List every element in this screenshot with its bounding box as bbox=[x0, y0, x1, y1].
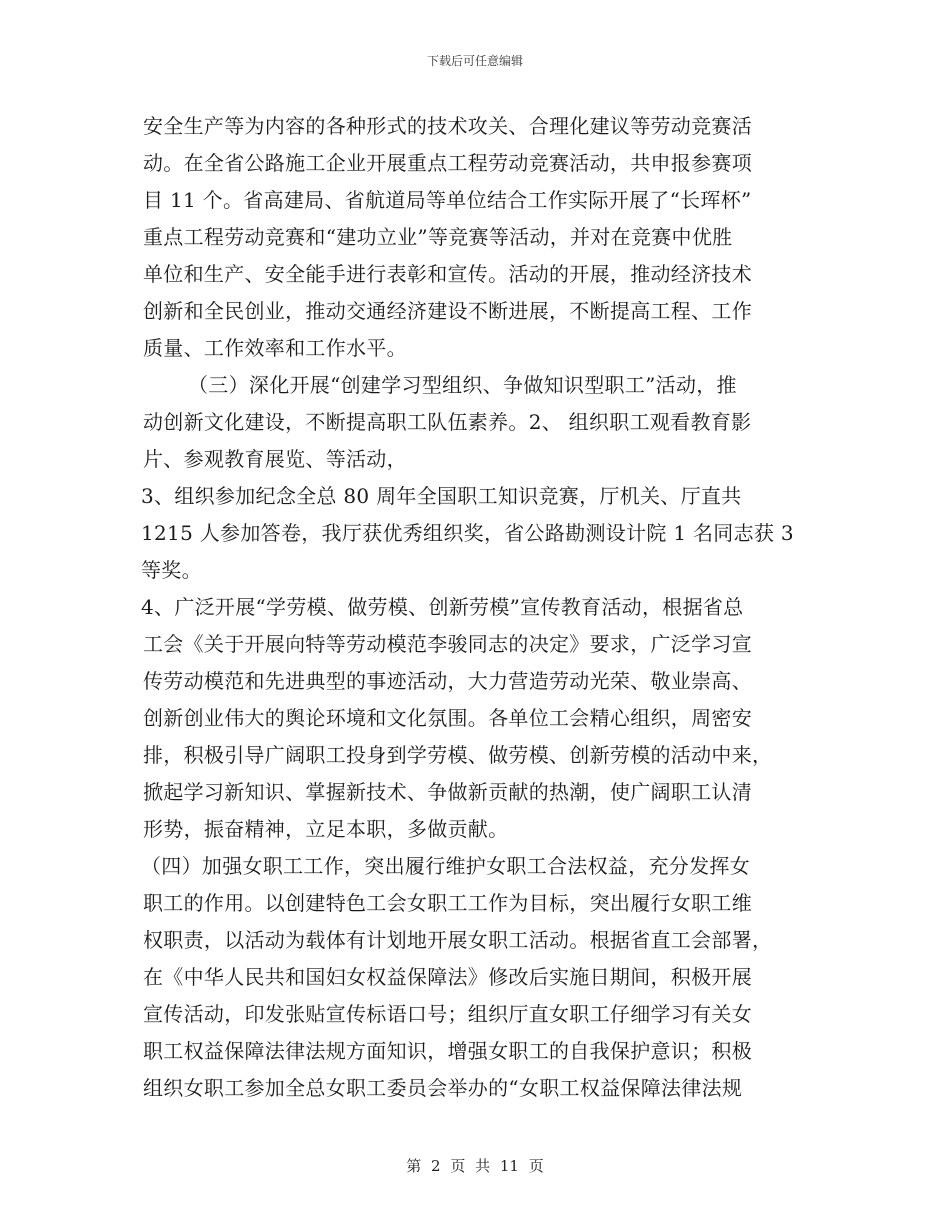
body-line: 安全生产等为内容的各种形式的技术攻关、合理化建议等劳动竞赛活 bbox=[143, 114, 752, 138]
body-line: 单位和生产、安全能手进行表彰和宣传。活动的开展，推动经济技术 bbox=[143, 262, 752, 286]
body-line: 目 11 个。省高建局、省航道局等单位结合工作实际开展了“长珲杯” bbox=[143, 188, 752, 212]
body-line: 1215 人参加答卷，我厅获优秀组织奖，省公路勘测设计院 1 名同志获 3 bbox=[141, 521, 794, 545]
body-line: 动创新文化建设，不断提高职工队伍素养。2、 组织职工观看教育影 bbox=[143, 410, 752, 434]
page-footer: 第 2 页 共 11 页 bbox=[406, 1157, 544, 1175]
body-line: 重点工程劳动竞赛和“建功立业”等竞赛等活动，并对在竞赛中优胜 bbox=[143, 225, 733, 249]
body-line: 等奖。 bbox=[141, 558, 202, 582]
document-body bbox=[143, 108, 813, 1107]
body-line: 掀起学习新知识、掌握新技术、争做新贡献的热潮，使广阔职工认清 bbox=[143, 780, 752, 804]
body-line: 权职责，以活动为载体有计划地开展女职工活动。根据省直工会部署， bbox=[143, 928, 773, 952]
body-line: 形势，振奋精神，立足本职，多做贡献。 bbox=[143, 817, 509, 841]
body-line: （四）加强女职工工作，突出履行维护女职工合法权益，充分发挥女 bbox=[141, 854, 750, 878]
body-line: 4、广泛开展“学劳模、做劳模、创新劳模”宣传教育活动，根据省总 bbox=[141, 595, 744, 619]
page-header: 下载后可任意编辑 bbox=[426, 54, 523, 68]
body-line: 职工权益保障法律法规方面知识，增强女职工的自我保护意识；积极 bbox=[143, 1039, 752, 1063]
body-line: 工会《关于开展向特等劳动模范李骏同志的决定》要求，广泛学习宣 bbox=[143, 632, 752, 656]
body-line: （三）深化开展“创建学习型组织、争做知识型职工”活动，推 bbox=[188, 373, 737, 397]
body-line: 传劳动模范和先进典型的事迹活动，大力营造劳动光荣、敬业崇高、 bbox=[143, 669, 752, 693]
body-line: 3、组织参加纪念全总 80 周年全国职工知识竞赛，厅机关、厅直共 bbox=[141, 484, 742, 508]
body-line: 片、参观教育展览、等活动， bbox=[143, 447, 407, 471]
body-line: 创新创业伟大的舆论环境和文化氛围。各单位工会精心组织，周密安 bbox=[143, 706, 752, 730]
body-line: 宣传活动，印发张贴宣传标语口号；组织厅直女职工仔细学习有关女 bbox=[143, 1002, 752, 1026]
body-line: 动。在全省公路施工企业开展重点工程劳动竞赛活动，共申报参赛项 bbox=[143, 151, 752, 175]
body-line: 排，积极引导广阔职工投身到学劳模、做劳模、创新劳模的活动中来， bbox=[143, 743, 773, 767]
body-line: 创新和全民创业，推动交通经济建设不断进展，不断提高工程、工作 bbox=[143, 299, 752, 323]
body-line: 在《中华人民共和国妇女权益保障法》修改后实施日期间，积极开展 bbox=[143, 965, 752, 989]
body-line: 职工的作用。以创建特色工会女职工工作为目标，突出履行女职工维 bbox=[143, 891, 752, 915]
body-line: 质量、工作效率和工作水平。 bbox=[143, 336, 407, 360]
body-line: 组织女职工参加全总女职工委员会举办的“女职工权益保障法律法规 bbox=[143, 1076, 743, 1100]
